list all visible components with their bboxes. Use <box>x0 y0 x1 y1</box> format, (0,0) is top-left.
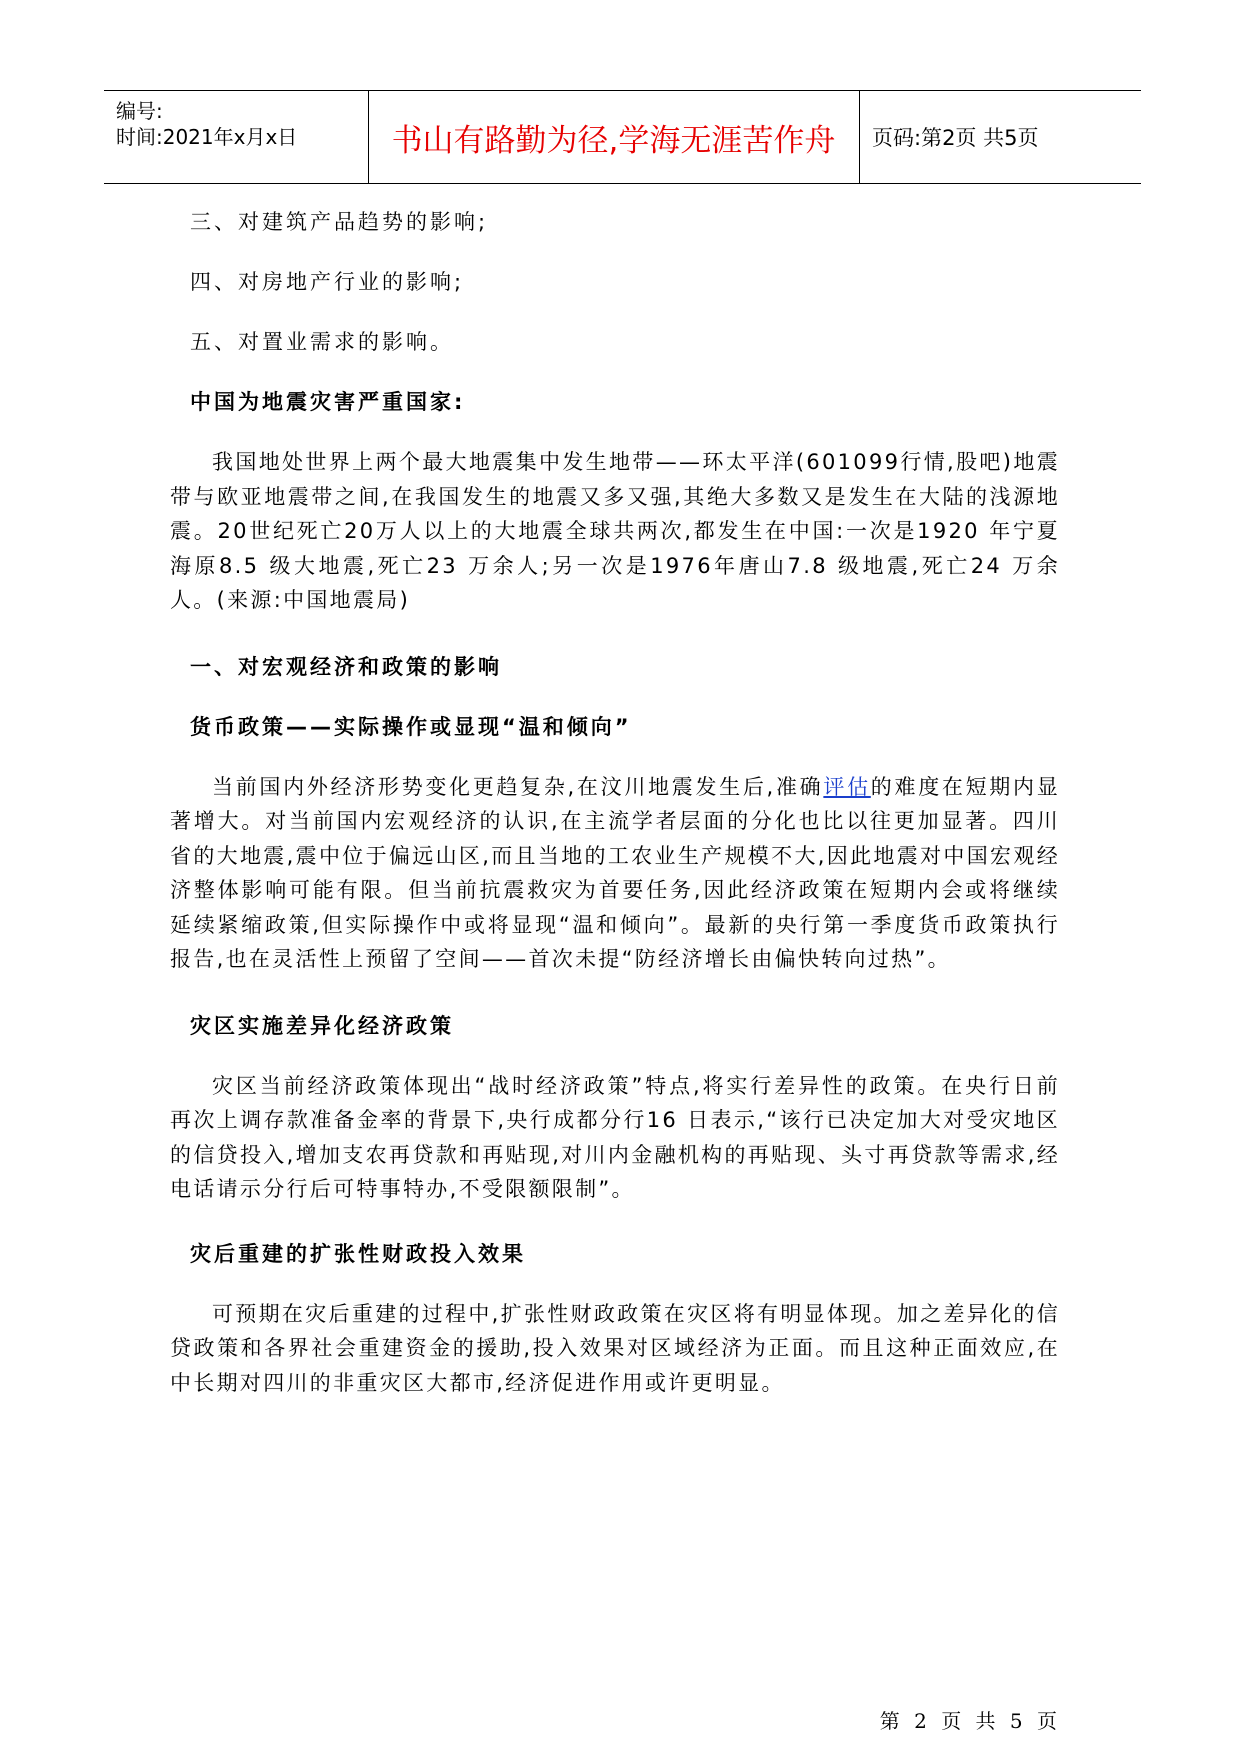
document-header <box>104 90 1141 184</box>
section-heading-disaster-policy: 灾区实施差异化经济政策 <box>190 1013 454 1038</box>
paragraph-china-earthquake: 我国地处世界上两个最大地震集中发生地带——环太平洋(601099行情,股吧)地震带与欧亚地震带之间,在我国发生的地震又多又强,其绝大多数又是发生在大陆的浅源地震。20世纪死亡20万人以上的大地震全球共两次,都发生在中国:一次是1920 年宁夏海原8.5 级大地震,死亡23 万余人;另一次是1976年唐山7.8 级地震,死亡24 万余人。(来源:中国地震局) <box>170 450 1060 612</box>
document-body <box>170 205 1061 1400</box>
paragraph-monetary-part1: 当前国内外经济形势变化更趋复杂,在汶川地震发生后,准确 <box>212 774 824 799</box>
header-page-info: 页码:第2页 共5页 <box>872 126 1039 150</box>
header-meta <box>104 91 368 183</box>
section-heading-fiscal: 灾后重建的扩张性财政投入效果 <box>190 1241 526 1266</box>
list-item: 五、对置业需求的影响。 <box>190 330 454 354</box>
section-heading-china: 中国为地震灾害严重国家: <box>190 390 466 414</box>
header-motto: 书山有路勤为径,学海无涯苦作舟 <box>391 122 836 159</box>
paragraph-monetary <box>170 770 1060 977</box>
page-footer: 第 2 页 共 5 页 <box>879 1709 1061 1733</box>
section-heading-macro: 一、对宏观经济和政策的影响 <box>190 654 502 679</box>
list-item: 三、对建筑产品趋势的影响; <box>190 210 489 234</box>
paragraph-disaster-policy: 灾区当前经济政策体现出“战时经济政策”特点,将实行差异性的政策。在央行日前再次上调存款准备金率的背景下,央行成都分行16 日表示,“该行已决定加大对受灾地区的信贷投入,增加支农再贷款和再贴现,对川内金融机构的再贴现、头寸再贷款等需求,经电话请示分行后可特事特办,不受限额限制”。 <box>170 1073 1060 1201</box>
section-heading-monetary: 货币政策——实际操作或显现“温和倾向” <box>190 714 632 739</box>
header-divider-right <box>859 91 860 183</box>
list-item: 四、对房地产行业的影响; <box>190 270 465 294</box>
document-number-label: 编号: <box>116 99 163 123</box>
evaluation-link[interactable]: 评估 <box>823 774 871 799</box>
document-time-label: 时间:2021年x月x日 <box>116 125 298 149</box>
paragraph-monetary-part2: 的难度在短期内显著增大。对当前国内宏观经济的认识,在主流学者层面的分化也比以往更加显著。四川省的大地震,震中位于偏远山区,而且当地的工农业生产规模不大,因此地震对中国宏观经济整体影响可能有限。但当前抗震救灾为首要任务,因此经济政策在短期内会或将继续延续紧缩政策,但实际操作中或将显现“温和倾向”。最新的央行第一季度货币政策执行报告,也在灵活性上预留了空间——首次未提“防经济增长由偏快转向过热”。 <box>170 774 1061 971</box>
paragraph-fiscal: 可预期在灾后重建的过程中,扩张性财政政策在灾区将有明显体现。加之差异化的信贷政策和各界社会重建资金的援助,投入效果对区域经济为正面。而且这种正面效应,在中长期对四川的非重灾区大都市,经济促进作用或许更明显。 <box>170 1301 1060 1395</box>
